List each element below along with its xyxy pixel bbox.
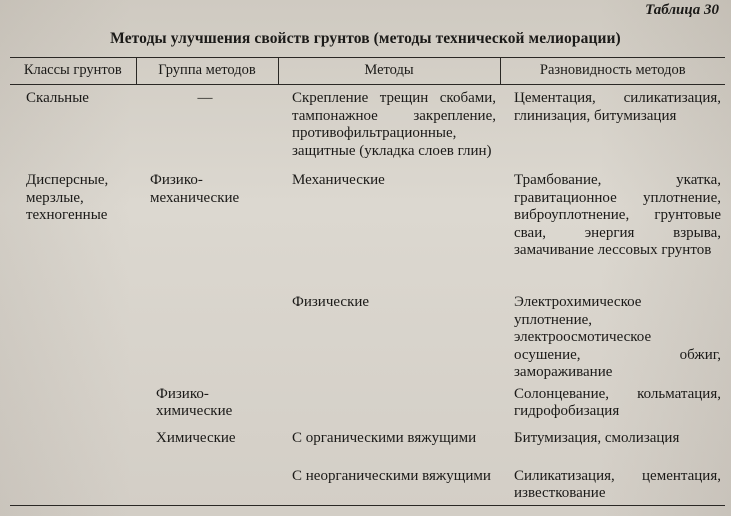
header-methods: Методы	[278, 58, 500, 85]
cell-variety: Электрохимическое уплотнение, электроосмотическое осушение, обжиг, замораживание	[514, 294, 721, 380]
cell-group: Физико-химические	[156, 385, 233, 419]
cell-variety: Солонцевание, кольматация, гидрофобизация	[514, 385, 721, 419]
cell-method: С органическими вяжущими	[292, 429, 477, 446]
table-row	[10, 382, 725, 428]
cell-group	[136, 288, 278, 382]
table-number: Таблица 30	[645, 2, 719, 18]
table-row	[10, 160, 725, 288]
table-row	[10, 288, 725, 382]
header-method-varieties: Разновидность методов	[500, 58, 725, 85]
cell-method: Физические	[292, 294, 370, 310]
cell-variety: Трамбование, укатка, гравитационное уплотнение, виброуплотнение, грунтовые сваи, энергия взрыва, замачивание лессовых грунтов	[514, 172, 721, 258]
cell-method: С неорганическими вяжущими	[278, 464, 500, 506]
table-row	[10, 85, 725, 161]
cell-class	[10, 288, 136, 382]
cell-group	[136, 464, 278, 506]
cell-variety: Силикатизация, цементация, известкование	[500, 464, 725, 506]
cell-variety: Битумизация, смолизация	[514, 429, 680, 446]
table-row	[10, 428, 725, 464]
table-title: Методы улучшения свойств грунтов (методы технической мелиорации)	[110, 30, 621, 47]
cell-class	[10, 382, 136, 428]
cell-class	[10, 428, 136, 464]
header-soil-classes: Классы грунтов	[10, 58, 136, 85]
cell-method: Скрепление трещин скобами, тампонажное закрепление, противофильтрационные, защитные (укладка слоев глин)	[292, 90, 496, 159]
cell-class: Скальные	[26, 90, 89, 106]
cell-class	[10, 464, 136, 506]
table-row	[10, 464, 725, 506]
cell-group: —	[197, 90, 213, 106]
cell-group: Физико-механические	[150, 172, 240, 206]
header-method-group: Группа методов	[136, 58, 278, 85]
methods-table	[10, 57, 725, 506]
cell-class: Дисперсные, мерзлые, техногенные	[26, 172, 109, 223]
cell-method: Механические	[292, 172, 385, 188]
cell-variety: Цементация, силикатизация, глинизация, битумизация	[514, 90, 721, 124]
cell-method	[278, 382, 500, 428]
cell-group: Химические	[156, 429, 236, 446]
table-header-row	[10, 58, 725, 85]
